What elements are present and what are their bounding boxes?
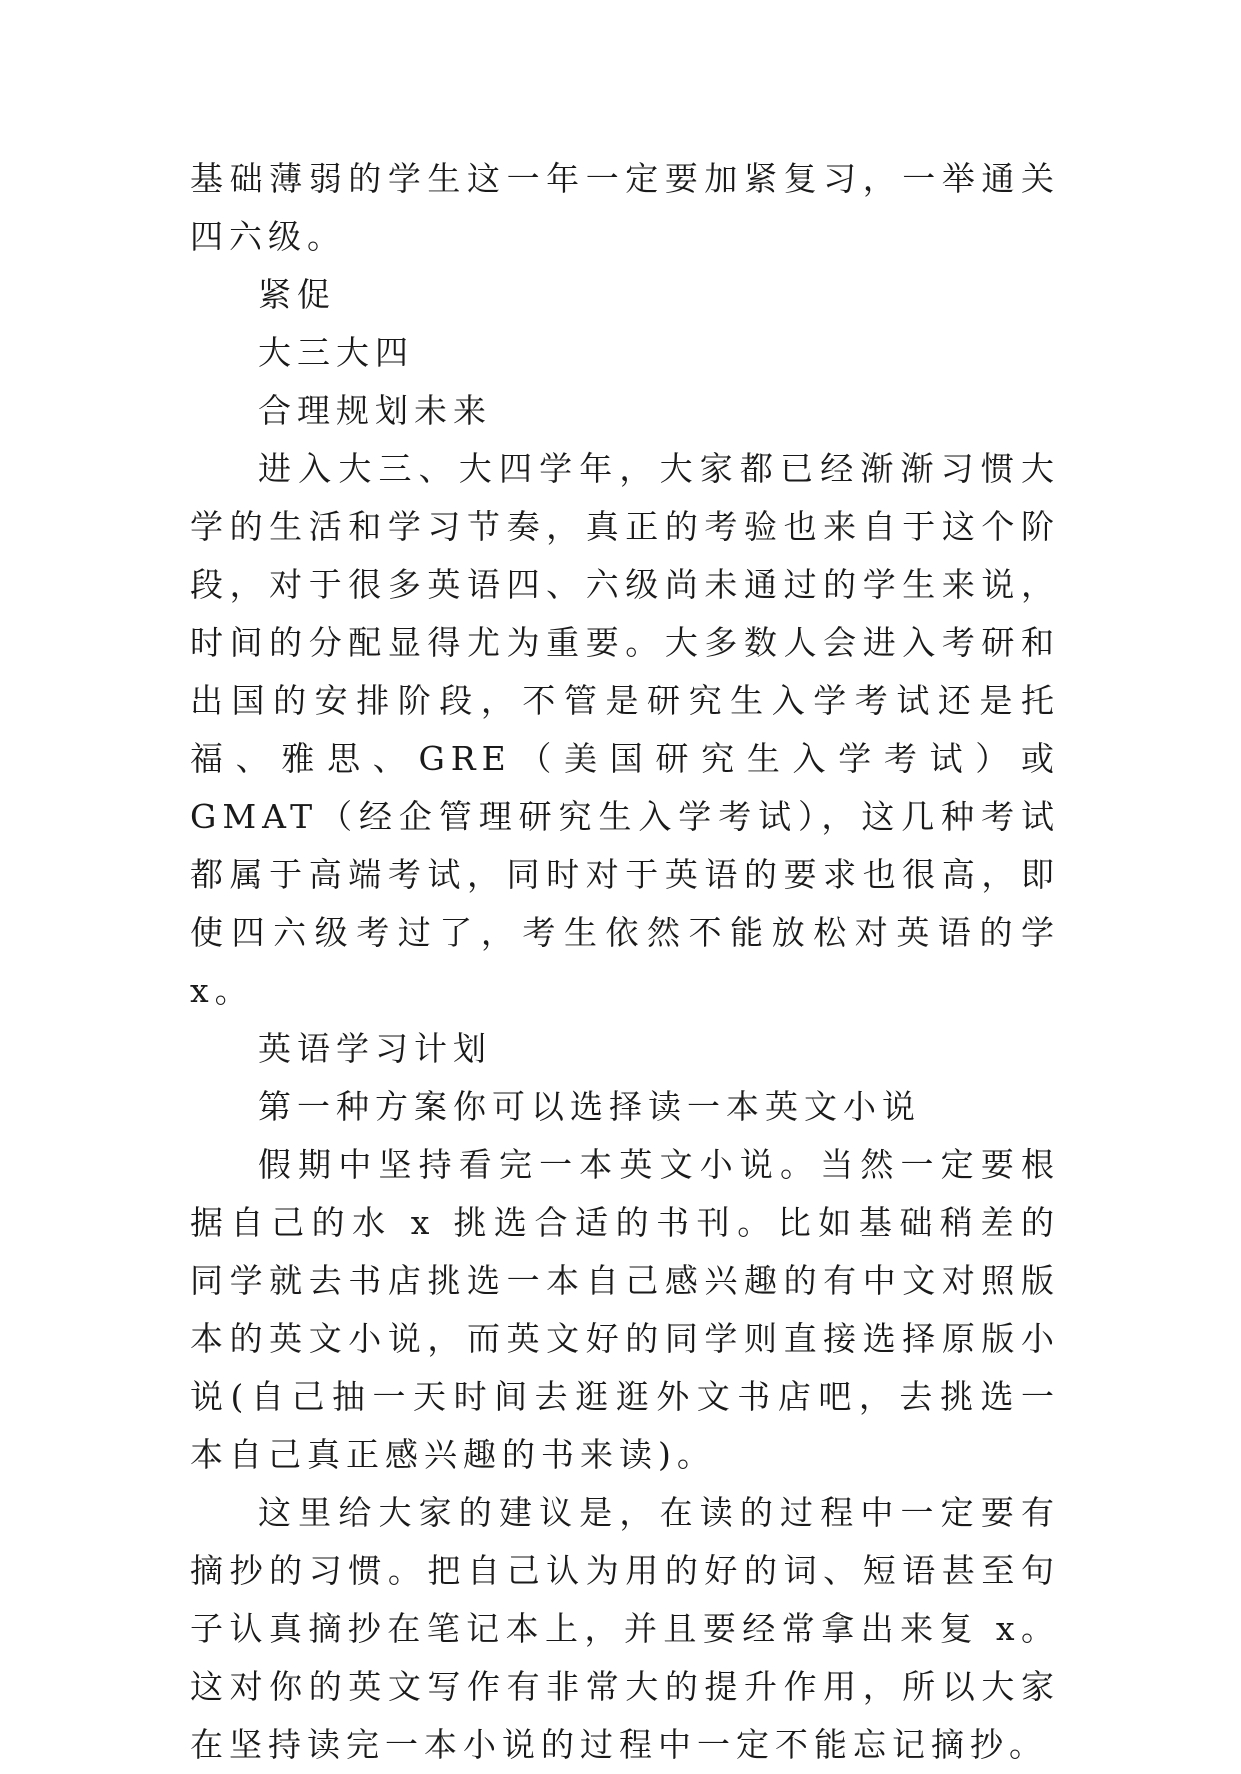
paragraph: 假期中坚持看完一本英文小说。当然一定要根据自己的水 x 挑选合适的书刊。比如基础稍差的同学就去书店挑选一本自己感兴趣的有中文对照版本的英文小说，而英文好的同学则直接选择原版小说(自己抽一天时间去逛逛外文书店吧，去挑选一本自己真正感兴趣的书来读)。 xyxy=(190,1145,1060,1474)
section-subheading: 合理规划未来 xyxy=(258,391,492,430)
section-heading: 大三大四 xyxy=(258,333,414,372)
section-label: 紧促 xyxy=(258,275,336,314)
paragraph: 基础薄弱的学生这一年一定要加紧复习，一举通关四六级。 xyxy=(190,159,1060,256)
paragraph: 这里给大家的建议是，在读的过程中一定要有摘抄的习惯。把自己认为用的好的词、短语甚至句子认真摘抄在笔记本上，并且要经常拿出来复 x。这对你的英文写作有非常大的提升作用，所以大家在坚持读完一本小说的过程中一定不能忘记摘抄。 xyxy=(190,1493,1060,1764)
section-heading: 英语学习计划 xyxy=(258,1029,492,1068)
document-body xyxy=(190,150,1060,1774)
section-subheading: 第一种方案你可以选择读一本英文小说 xyxy=(258,1087,921,1126)
paragraph: 进入大三、大四学年，大家都已经渐渐习惯大学的生活和学习节奏，真正的考验也来自于这个阶段，对于很多英语四、六级尚未通过的学生来说，时间的分配显得尤为重要。大多数人会进入考研和出国的安排阶段，不管是研究生入学考试还是托福、雅思、GRE（美国研究生入学考试）或 GMAT（经企管理研究生入学考试），这几种考试都属于高端考试，同时对于英语的要求也很高，即使四六级考过了，考生依然不能放松对英语的学 x。 xyxy=(190,449,1060,1010)
